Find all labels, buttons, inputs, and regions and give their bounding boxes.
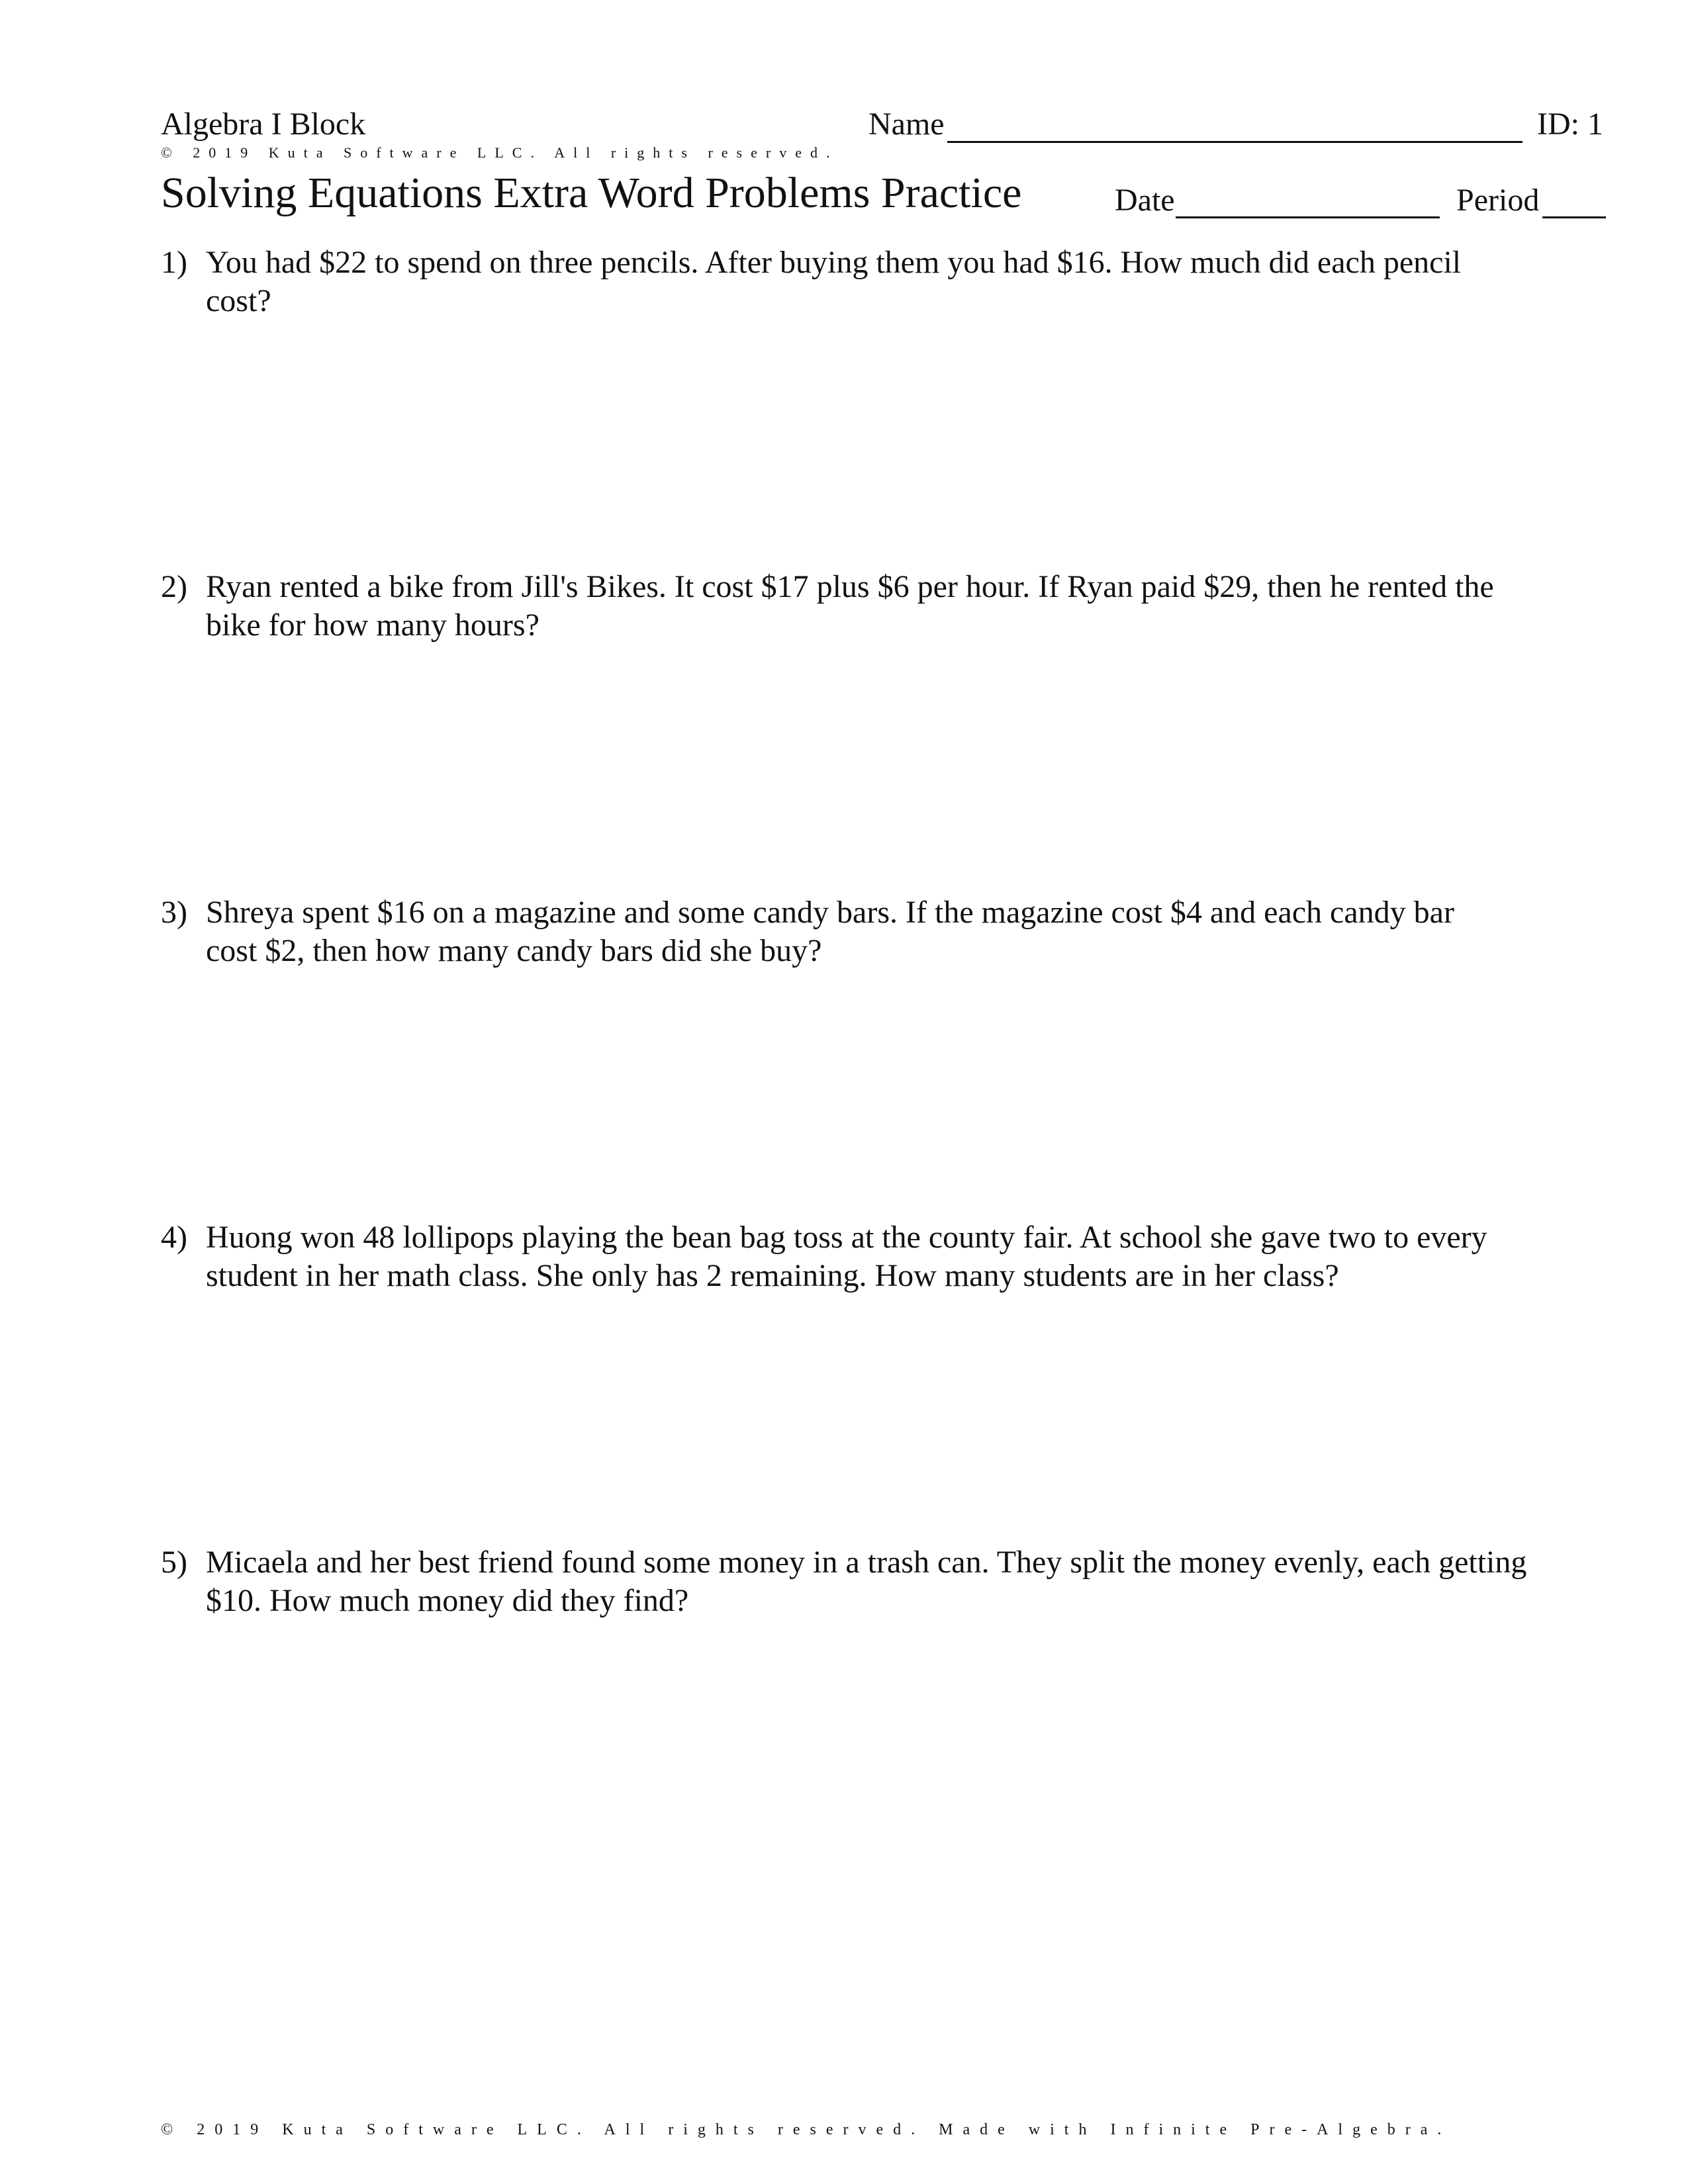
- footer-copyright: © 2019 Kuta Software LLC. All rights reserved. Made with Infinite Pre-Algebra.: [161, 2121, 1452, 2138]
- worksheet-id: ID: 1: [1537, 107, 1603, 142]
- course-title: Algebra I Block: [161, 107, 366, 142]
- problem-number: 4): [161, 1220, 187, 1255]
- header-copyright: © 2019 Kuta Software LLC. All rights reserved.: [161, 144, 839, 161]
- problem-text: Micaela and her best friend found some money in a trash can. They split the money evenly, each getting $10. How much money did they find?: [206, 1545, 1527, 1618]
- date-label: Date: [1115, 183, 1175, 218]
- worksheet-title: Solving Equations Extra Word Problems Practice: [161, 169, 1022, 217]
- problem-3: [161, 893, 1505, 970]
- problem-1: [161, 244, 1505, 320]
- problem-text: You had $22 to spend on three pencils. After buying them you had $16. How much did each pencil cost?: [206, 245, 1462, 318]
- date-field[interactable]: [1176, 216, 1440, 218]
- problem-number: 5): [161, 1545, 187, 1580]
- name-label: Name: [868, 107, 945, 142]
- problem-text: Shreya spent $16 on a magazine and some candy bars. If the magazine cost $4 and each candy bar cost $2, then how many candy bars did she buy?: [206, 895, 1454, 968]
- problem-4: [161, 1218, 1505, 1295]
- name-field[interactable]: [947, 141, 1523, 143]
- problem-number: 3): [161, 895, 187, 930]
- problem-text: Ryan rented a bike from Jill's Bikes. It cost $17 plus $6 per hour. If Ryan paid $29, then he rented the bike for how many hours?: [206, 569, 1494, 643]
- period-field[interactable]: [1542, 216, 1606, 218]
- problem-number: 2): [161, 569, 187, 604]
- problem-text: Huong won 48 lollipops playing the bean bag toss at the county fair. At school she gave two to every student in her math class. She only has 2 remaining. How many students are in her class?: [206, 1220, 1487, 1293]
- problem-number: 1): [161, 245, 187, 280]
- problem-5: [161, 1543, 1538, 1620]
- period-label: Period: [1456, 183, 1540, 218]
- problem-2: [161, 568, 1505, 645]
